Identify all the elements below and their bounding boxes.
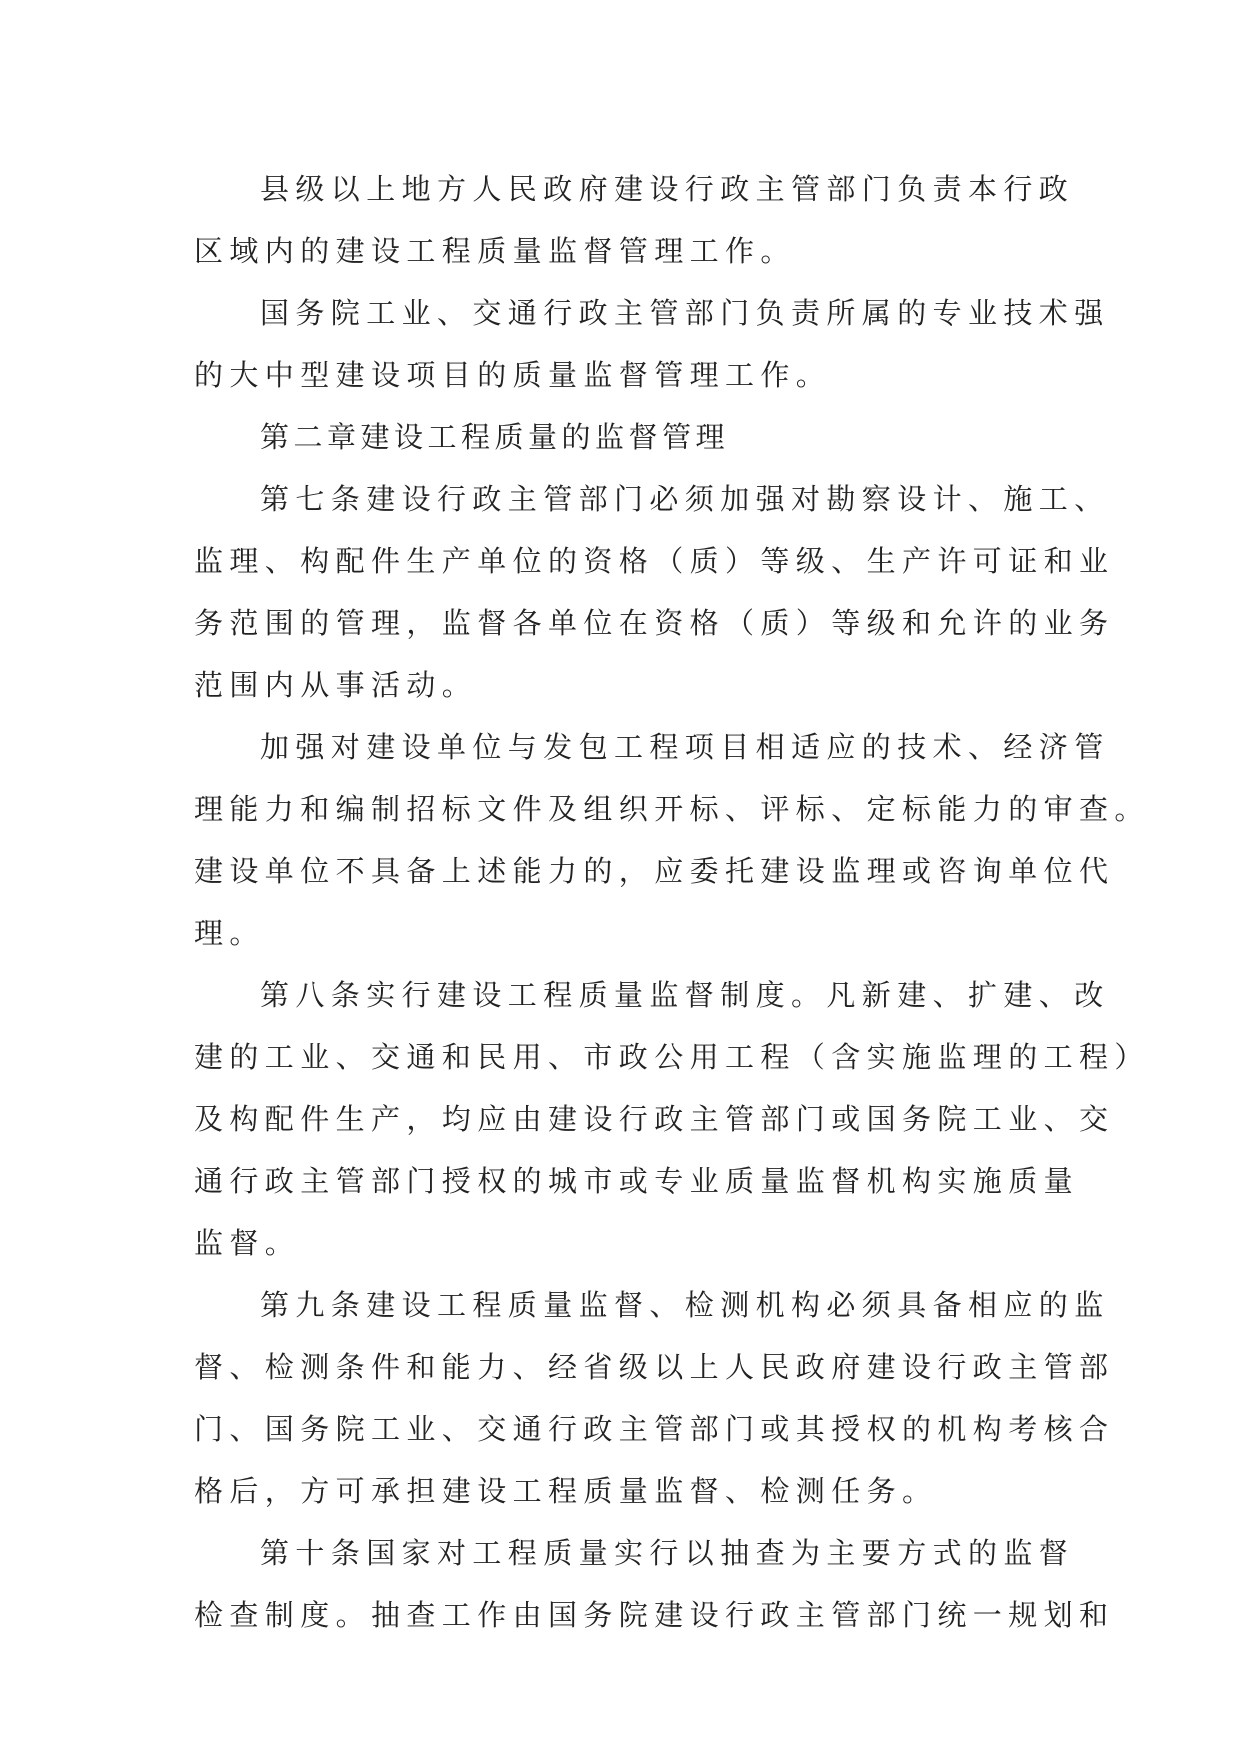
paragraph xyxy=(194,158,1075,282)
paragraph xyxy=(194,716,1150,964)
text-line: 理能力和编制招标文件及组织开标、评标、定标能力的审查。 xyxy=(194,792,1150,826)
article-8 xyxy=(194,964,1150,1274)
article-7 xyxy=(194,468,1115,716)
text-line: 格后，方可承担建设工程质量监督、检测任务。 xyxy=(194,1474,938,1508)
text-line: 第七条建设行政主管部门必须加强对勘察设计、施工、 xyxy=(260,482,1110,516)
text-line: 加强对建设单位与发包工程项目相适应的技术、经济管 xyxy=(260,730,1110,764)
text-line: 督、检测条件和能力、经省级以上人民政府建设行政主管部 xyxy=(194,1350,1115,1384)
text-line: 务范围的管理，监督各单位在资格（质）等级和允许的业务 xyxy=(194,606,1115,640)
text-line: 区域内的建设工程质量监督管理工作。 xyxy=(194,234,796,268)
text-line: 建设单位不具备上述能力的，应委托建设监理或咨询单位代 xyxy=(194,854,1115,888)
text-line: 门、国务院工业、交通行政主管部门或其授权的机构考核合 xyxy=(194,1412,1115,1446)
paragraph xyxy=(194,282,1110,406)
text-line: 第九条建设工程质量监督、检测机构必须具备相应的监 xyxy=(260,1288,1110,1322)
text-line: 国务院工业、交通行政主管部门负责所属的专业技术强 xyxy=(260,296,1110,330)
document-body xyxy=(194,158,1150,1646)
text-line: 建的工业、交通和民用、市政公用工程（含实施监理的工程） xyxy=(194,1040,1150,1074)
text-line: 检查制度。抽查工作由国务院建设行政主管部门统一规划和 xyxy=(194,1598,1115,1632)
text-line: 范围内从事活动。 xyxy=(194,668,478,702)
chapter-title: 第二章建设工程质量的监督管理 xyxy=(260,420,730,454)
text-line: 通行政主管部门授权的城市或专业质量监督机构实施质量 xyxy=(194,1164,1080,1198)
text-line: 的大中型建设项目的质量监督管理工作。 xyxy=(194,358,832,392)
text-line: 监督。 xyxy=(194,1226,301,1260)
text-line: 第十条国家对工程质量实行以抽查为主要方式的监督 xyxy=(260,1536,1075,1570)
article-10 xyxy=(194,1522,1115,1646)
text-line: 及构配件生产，均应由建设行政主管部门或国务院工业、交 xyxy=(194,1102,1115,1136)
text-line: 第八条实行建设工程质量监督制度。凡新建、扩建、改 xyxy=(260,978,1110,1012)
article-9 xyxy=(194,1274,1115,1522)
text-line: 理。 xyxy=(194,916,265,950)
text-line: 县级以上地方人民政府建设行政主管部门负责本行政 xyxy=(260,172,1075,206)
chapter-heading xyxy=(194,406,1054,468)
text-line: 监理、构配件生产单位的资格（质）等级、生产许可证和业 xyxy=(194,544,1115,578)
